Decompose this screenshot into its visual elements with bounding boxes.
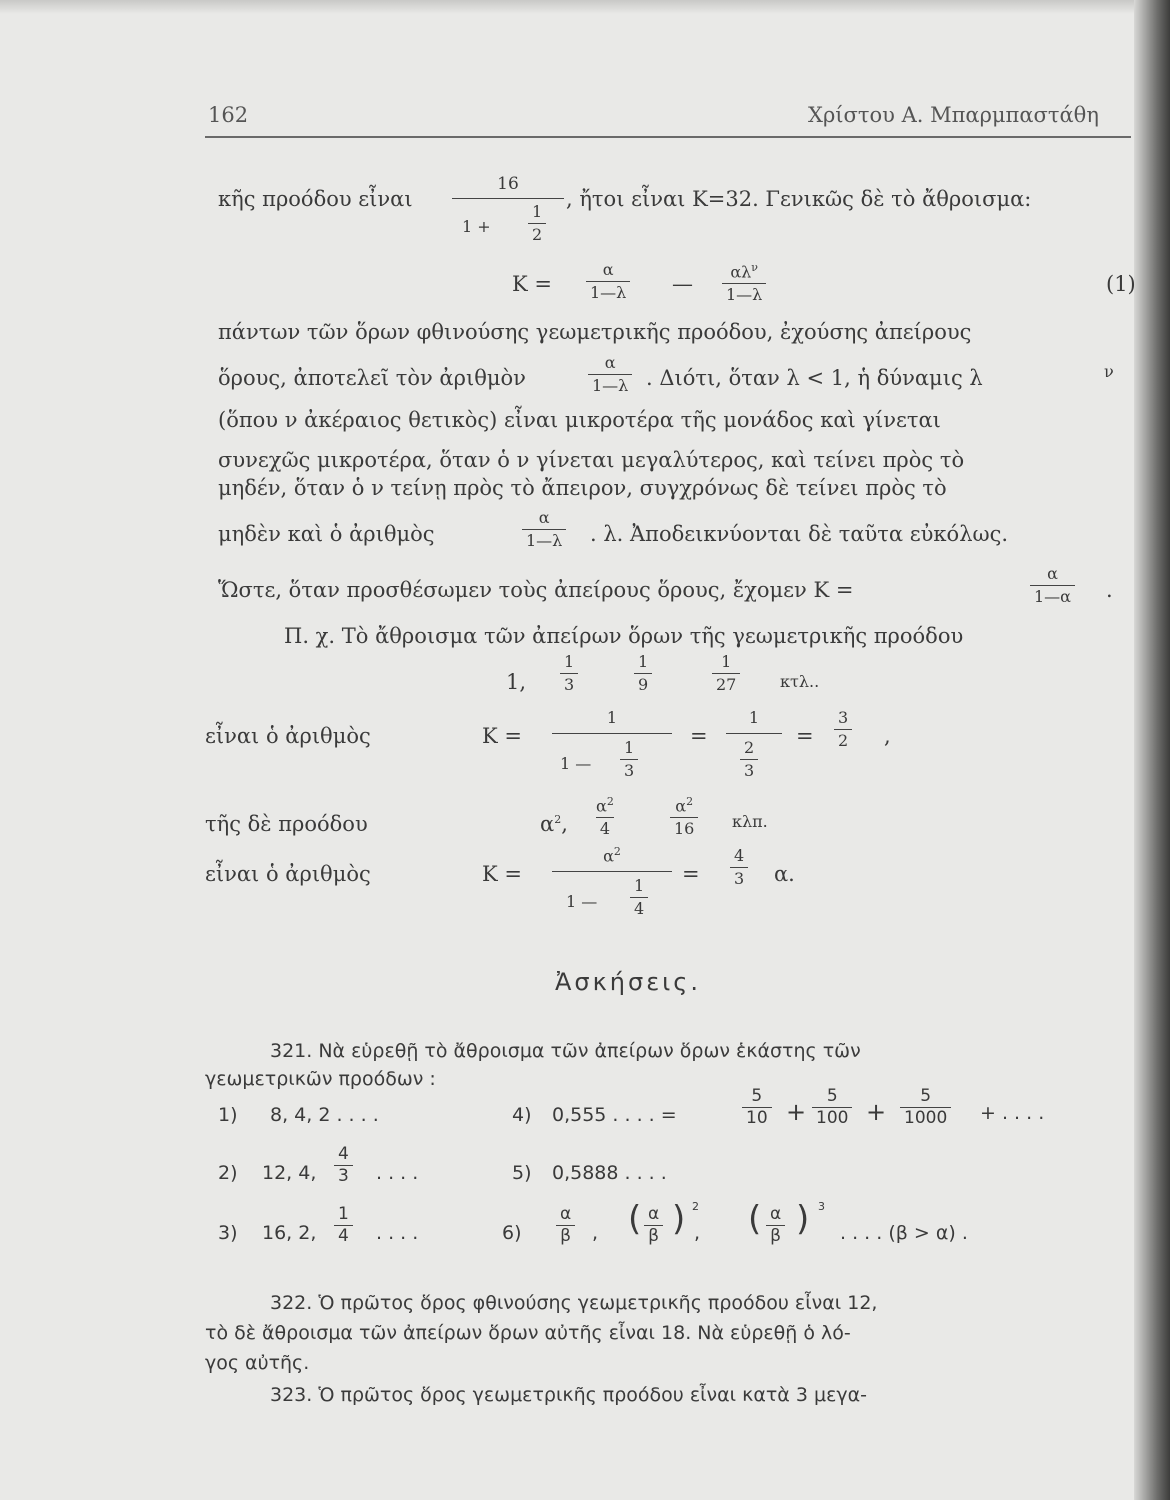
item-6-f2-den: β [644,1225,663,1245]
example-label-3: εἶναι ὁ ἀριθμὸς [205,862,371,886]
item-4-frac-2 [812,1088,852,1127]
item-4-f1-num: 5 [751,1086,763,1106]
example-k1-num: 1 [606,708,618,727]
item-6-frac-3 [766,1206,785,1245]
item-6-frac-2 [644,1206,663,1245]
example-k2-tail [774,862,795,886]
item-6-exp-3: 3 [818,1200,825,1213]
item-6-paren-open-1: ( [628,1199,642,1239]
item-4-f1-den: 10 [742,1107,772,1127]
running-title: Χρίστου Α. Μπαρμπαστάθη [808,103,1099,127]
para1-inner-den: 2 [528,223,546,243]
example-k2b-num: 4 [734,846,745,865]
sequence-term-2-den: 9 [634,673,652,693]
item-4-f3-den: 1000 [900,1107,951,1127]
body-line-2-pre: ὅρους, ἀποτελεῖ τὸν ἀριθμὸν [218,366,526,390]
body-line-7-frac [1030,566,1075,605]
body-line-7-post: . [1106,578,1113,602]
example-intro: Π. χ. Τὸ ἄθροισμα τῶν ἀπείρων ὅρων τῆς γεωμετρικῆς προόδου [284,624,964,648]
para1-frac-bar [452,198,564,199]
seq2-c: $\frac{\alpha^2}{16}$ [670,796,698,837]
example-k2-bar [552,871,672,872]
item-6-f1-num: α [560,1204,572,1224]
example-k2-num-wrap: $\alpha^2$ [603,845,621,866]
sequence-term-2-num: 1 [638,652,649,671]
formula1-f2-den: 1—λ [722,283,766,303]
para1-post: , ἤτοι εἶναι Κ=32. Γενικῶς δὲ τὸ ἄθροισμα: [566,187,1032,211]
example-k1-den-frac [620,740,638,779]
exercise-323-line-1: 323. Ὁ πρῶτος ὅρος γεωμετρικῆς προόδου εἶναι κατὰ 3 μεγα- [270,1384,867,1406]
item-4-f2-den: 100 [812,1107,852,1127]
formula1-frac2: $\alpha\lambda^\nu$ 1—λ [722,262,766,303]
formula1-lhs: Κ = [512,272,552,296]
item-4-frac-3 [900,1088,951,1127]
body-line-4: συνεχῶς μικροτέρα, ὅταν ὁ ν γίνεται μεγαλύτερος, καὶ τείνει πρὸς τὸ [218,448,965,472]
example-k2-num: α [603,846,614,866]
item-3-label: 3) [218,1222,238,1244]
item-6-f1-den: β [556,1225,575,1245]
example-k1-bar [552,733,672,734]
example-k1c [834,710,852,749]
item-3-frac [334,1206,353,1245]
sequence-term-2 [634,654,652,693]
example-k1-den-den: 3 [620,759,638,779]
exercises-heading: Ἀσκήσεις. [555,968,702,996]
body-line-2-post: . Διότι, ὅταν λ < 1, ἡ δύναμις λ [646,366,983,390]
item-6-comma-1: , [592,1222,599,1244]
body-line-5: μηδέν, ὅταν ὁ ν τείνῃ πρὸς τὸ ἄπειρον, συγχρόνως δὲ τείνει πρὸς τὸ [218,476,947,500]
example-k2: Κ = [482,862,522,886]
example-eq-3: = [682,862,700,886]
item-2-num: 4 [338,1144,349,1164]
example-eq-2: = [796,724,814,748]
body-line-6-post: . λ. Ἀποδεικνύονται δὲ ταῦτα εὐκόλως. [590,522,1009,546]
example-k1b-num: 1 [748,708,760,727]
sequence-first: 1, [506,670,527,694]
example-k1b-den [740,740,758,779]
para1-pre: κῆς προόδου εἶναι [218,187,413,211]
item-6-comma-2: , [694,1222,701,1244]
example-label-1: εἶναι ὁ ἀριθμὸς [205,724,371,748]
example-k1b-den-den: 3 [740,759,758,779]
body-line-7-den: 1—α [1030,585,1075,605]
para1-inner-frac [528,204,546,243]
formula1-f1-den: 1—λ [586,281,630,301]
sequence-term-1-den: 3 [560,673,578,693]
seq2-a-base: α [540,812,555,836]
example-k2-tail-text: α. [774,862,795,886]
example-k1c-den: 2 [834,729,852,749]
body-line-2-den: 1—λ [588,374,632,394]
item-4-pre: 0,555 . . . . = [552,1104,677,1126]
formula1-frac1 [586,262,630,301]
body-line-2-frac [588,355,632,394]
body-line-2-num: α [604,353,616,372]
example-k1: Κ = [482,724,522,748]
seq2-b-num: α [596,796,607,816]
example-k2-den-frac [630,878,648,917]
item-2-den: 3 [334,1165,353,1185]
example-k2b-den: 3 [730,867,748,887]
item-6-paren-close-2: ) [796,1199,810,1239]
para1-inner-one: 1 + [462,217,491,236]
item-6-f3-den: β [766,1225,785,1245]
sequence-term-3-num: 1 [721,652,732,671]
seq2-c-num: α [675,796,687,816]
body-line-6-num: α [538,508,550,527]
exercise-321-line-2: γεωμετρικῶν προόδων : [205,1068,436,1090]
example-k1-den-num: 1 [624,738,635,757]
item-3-pre: 16, 2, [262,1222,317,1244]
page-top-shadow [0,0,1170,14]
example-k1b-den-num: 2 [744,738,755,757]
book-binding-shadow [1134,0,1170,1500]
example-k2-den-num: 1 [634,876,645,895]
item-6-frac-1 [556,1206,575,1245]
item-5-text: 0,5888 . . . . [552,1162,667,1184]
equation-number: (1) [1106,272,1136,296]
item-3-den: 4 [334,1225,353,1245]
item-2-label: 2) [218,1162,238,1184]
formula1-minus: — [672,272,693,296]
example-k2-den-den: 4 [630,897,648,917]
para1-frac-num: 16 [497,174,519,194]
exercise-322-line-1: 322. Ὁ πρῶτος ὅρος φθινούσης γεωμετρικῆς προόδου εἶναι 12, [270,1292,878,1314]
sequence-tail: κτλ.. [780,672,820,691]
item-4-f2-num: 5 [826,1086,838,1106]
item-4-post: + . . . . [980,1102,1045,1124]
body-line-6-pre: μηδὲν καὶ ὁ ἀριθμὸς [218,522,435,546]
item-6-f2-num: α [648,1204,660,1224]
seq2-b: $\frac{\alpha^2}{4}$ [596,795,614,839]
item-1-text: 8, 4, 2 . . . . [270,1104,379,1126]
sequence-term-3-den: 27 [712,673,740,693]
item-3-num: 1 [338,1204,349,1224]
sequence-term-3 [712,654,740,693]
body-line-7-pre: Ὥστε, ὅταν προσθέσωμεν τοὺς ἀπείρους ὅρους, ἔχομεν Κ = [218,578,854,602]
item-6-label: 6) [502,1222,522,1244]
example-k1b-bar [726,733,782,734]
item-4-f3-num: 5 [920,1086,932,1106]
item-1-label: 1) [218,1104,238,1126]
seq2-a: $\alpha^2$, [540,812,568,836]
seq2-c-den: 16 [670,817,698,837]
item-4-label: 4) [512,1104,532,1126]
example-comma: , [884,724,891,748]
exercise-322-line-3: γος αὐτῆς. [205,1352,310,1374]
formula1-f1-num: α [602,260,614,279]
exercise-322-line-2: τὸ δὲ ἄθροισμα τῶν ἀπείρων ὅρων αὐτῆς εἶναι 18. Νὰ εὑρεθῇ ὁ λό- [205,1322,851,1344]
item-2-post: . . . . [376,1162,419,1184]
item-5-label: 5) [512,1162,532,1184]
item-4-frac-1 [742,1088,772,1127]
item-6-paren-close-1: ) [672,1199,686,1239]
example-k1c-num: 3 [838,708,849,727]
lambda-superscript-v: ν [1104,362,1114,381]
body-line-7-num: α [1047,564,1058,583]
seq2-b-den: 4 [596,817,614,837]
item-6-exp-2: 2 [692,1200,699,1213]
body-line-1: πάντων τῶν ὅρων φθινούσης γεωμετρικῆς προόδου, ἐχούσης ἀπείρους [218,320,972,344]
sequence-term-1-num: 1 [564,652,575,671]
seq2-tail: κλπ. [732,812,768,831]
header-rule [205,136,1131,138]
body-line-6-den: 1—λ [522,529,566,549]
item-2-frac [334,1146,353,1185]
example-label-2: τῆς δὲ προόδου [205,812,368,836]
item-6-post: . . . . (β > α) . [840,1222,968,1244]
item-4-plus-1: + [786,1098,807,1126]
item-3-post: . . . . [376,1222,419,1244]
example-k2b [730,848,748,887]
item-2-pre: 12, 4, [262,1162,317,1184]
example-eq-1: = [690,724,708,748]
formula1-f2-num: αλ [730,262,752,282]
example-k2-den-pre: 1 — [566,892,598,911]
sequence-term-1 [560,654,578,693]
item-6-paren-open-2: ( [748,1199,762,1239]
body-line-6-frac [522,510,566,549]
page-number: 162 [208,103,249,127]
example-k1-den-pre: 1 — [560,754,592,773]
item-4-plus-2: + [866,1098,887,1126]
item-6-f3-num: α [770,1204,782,1224]
para1-inner-num: 1 [532,202,543,221]
body-line-3: (ὅπου ν ἀκέραιος θετικὸς) εἶναι μικροτέρα τῆς μονάδος καὶ γίνεται [218,408,941,432]
exercise-321-line-1: 321. Νὰ εὑρεθῇ τὸ ἄθροισμα τῶν ἀπείρων ὅρων ἑκάστης τῶν [270,1040,861,1062]
